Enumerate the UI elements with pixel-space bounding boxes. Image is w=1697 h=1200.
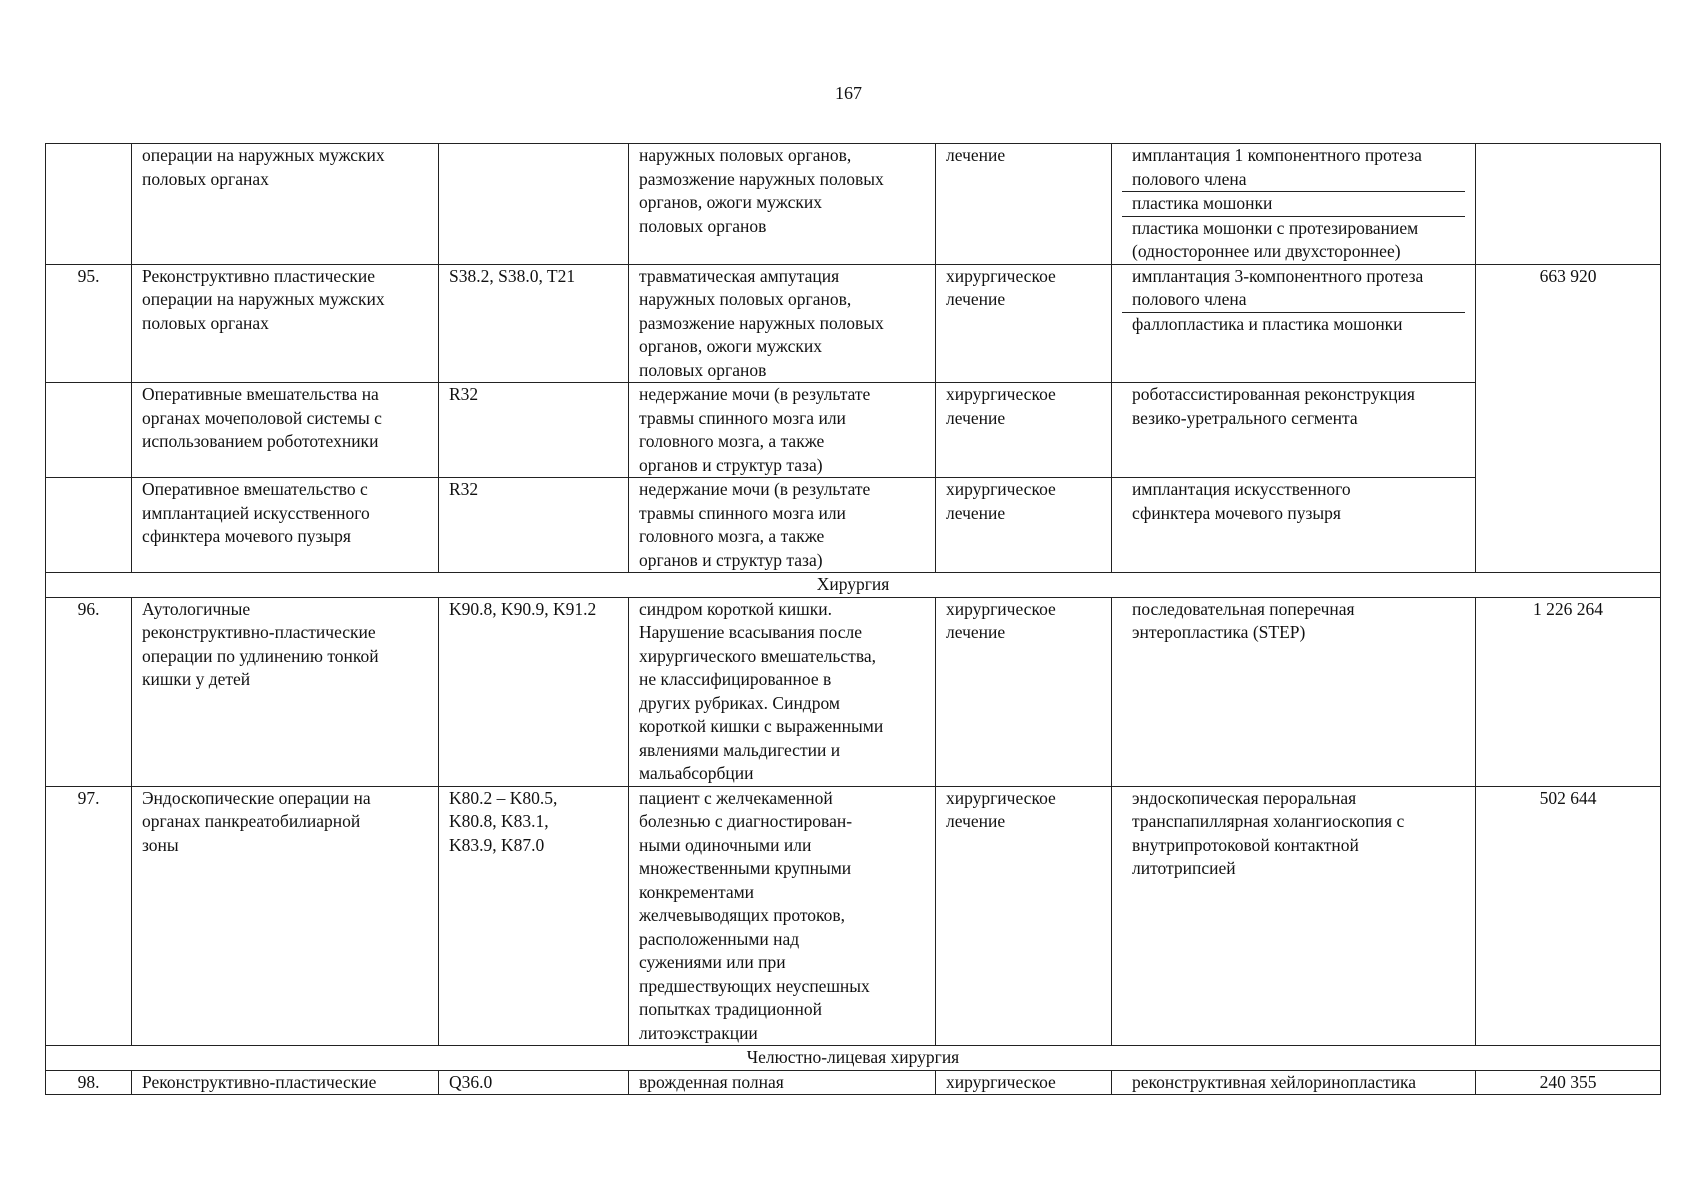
method-item	[1122, 313, 1465, 337]
price: 663 920	[1476, 264, 1661, 573]
cell-line: операции на наружных мужских	[142, 289, 385, 309]
cell-line: расположенными над	[639, 928, 800, 949]
cell-line: эндоскопическая пероральная	[1132, 787, 1357, 808]
cell-line: травматическая ампутация	[639, 265, 840, 286]
cell-line: конкрементами	[639, 881, 755, 902]
cell-line: органах мочеполовой системы с	[142, 407, 382, 428]
cell-line: пластика мошонки с протезированием	[1132, 217, 1419, 238]
cell-line: явлениями мальдигестии и	[639, 739, 841, 760]
row-number: 97.	[46, 786, 132, 1046]
section-title: Челюстно-лицевая хирургия	[46, 1046, 1661, 1071]
cell-line: хирургическое	[946, 479, 1056, 499]
diagnosis	[629, 144, 936, 265]
diagnosis	[629, 1070, 936, 1095]
treatment-type	[936, 1070, 1112, 1095]
cell-line: лечение	[946, 145, 1006, 165]
service-name	[132, 264, 439, 383]
diagnosis	[629, 264, 936, 383]
cell-line: лечение	[946, 289, 1006, 309]
cell-line: наружных половых органов,	[639, 145, 852, 165]
icd-codes	[439, 1070, 629, 1095]
row-number: 98.	[46, 1070, 132, 1095]
cell-line: Q36.0	[449, 1071, 493, 1092]
row-number	[46, 478, 132, 573]
cell-line: ными одиночными или	[639, 834, 812, 855]
cell-line: лечение	[946, 407, 1006, 428]
price: 502 644	[1476, 786, 1661, 1046]
row-number	[46, 144, 132, 265]
cell-line: реконструктивно-пластические	[142, 622, 376, 642]
price: 240 355	[1476, 1070, 1661, 1095]
section-title: Хирургия	[46, 573, 1661, 598]
cell-line: не классифицированное в	[639, 669, 832, 689]
method-item	[1122, 265, 1465, 313]
cell-line: везико-уретрального сегмента	[1132, 407, 1358, 428]
cell-line: недержание мочи (в результате	[639, 479, 871, 499]
cell-line: органов, ожоги мужских	[639, 192, 822, 212]
cell-line: энтеропластика (STEP)	[1132, 622, 1306, 642]
method-item	[1122, 383, 1465, 430]
cell-line: пациент с желчекаменной	[639, 787, 833, 808]
cell-line: полового члена	[1132, 168, 1247, 189]
cell-line: врожденная полная	[639, 1071, 784, 1092]
method-item	[1122, 478, 1465, 525]
cell-line: наружных половых органов,	[639, 289, 852, 309]
cell-line: Эндоскопические операции на	[142, 787, 371, 808]
cell-line: Оперативные вмешательства на	[142, 384, 379, 404]
treatment-type	[936, 786, 1112, 1046]
treatment-methods	[1112, 264, 1476, 383]
cell-line: органов, ожоги мужских	[639, 336, 822, 356]
cell-line: полового члена	[1132, 289, 1247, 309]
icd-codes	[439, 264, 629, 383]
treatment-type	[936, 144, 1112, 265]
cell-line: болезнью с диагностирован-	[639, 811, 853, 831]
table-row	[46, 264, 1661, 383]
treatment-methods	[1112, 383, 1476, 478]
cell-line: хирургическое	[946, 384, 1056, 404]
cell-line: литотрипсией	[1132, 858, 1236, 878]
cell-line: операции на наружных мужских	[142, 145, 385, 165]
cell-line: имплантация 1 компонентного протеза	[1132, 145, 1422, 165]
service-name	[132, 478, 439, 573]
cell-line: половых органах	[142, 168, 269, 189]
treatment-methods	[1112, 478, 1476, 573]
treatment-type	[936, 383, 1112, 478]
method-item	[1122, 1071, 1465, 1095]
cell-line: других рубриках. Синдром	[639, 692, 840, 713]
cell-line: операции по удлинению тонкой	[142, 645, 379, 666]
service-name	[132, 144, 439, 265]
icd-codes	[439, 478, 629, 573]
treatment-type	[936, 597, 1112, 786]
cell-line: хирургическое	[946, 598, 1056, 619]
cell-line: Реконструктивно-пластические	[142, 1071, 377, 1092]
cell-line: Аутологичные	[142, 598, 251, 619]
cell-line: хирургического вмешательства,	[639, 645, 876, 666]
treatment-methods	[1112, 1070, 1476, 1095]
cell-line: K80.8, K83.1,	[449, 811, 549, 831]
cell-line: Оперативное вмешательство с	[142, 479, 368, 499]
method-item	[1122, 192, 1465, 217]
cell-line: половых органах	[142, 312, 269, 333]
cell-line: последовательная поперечная	[1132, 598, 1355, 619]
icd-codes	[439, 597, 629, 786]
icd-codes	[439, 383, 629, 478]
cell-line: литоэкстракции	[639, 1022, 758, 1043]
diagnosis	[629, 786, 936, 1046]
cell-line: головного мозга, а также	[639, 526, 825, 546]
cell-line: имплантация искусственного	[1132, 479, 1351, 499]
cell-line: внутрипротоковой контактной	[1132, 834, 1359, 855]
cell-line: использованием робототехники	[142, 431, 379, 451]
treatment-methods	[1112, 786, 1476, 1046]
cell-line: фаллопластика и пластика мошонки	[1132, 313, 1403, 334]
cell-line: сфинктера мочевого пузыря	[1132, 502, 1341, 523]
cell-line: размозжение наружных половых	[639, 168, 884, 189]
cell-line: сфинктера мочевого пузыря	[142, 526, 351, 546]
table-row	[46, 144, 1661, 265]
service-name	[132, 786, 439, 1046]
price: 1 226 264	[1476, 597, 1661, 786]
price	[1476, 144, 1661, 265]
service-name	[132, 1070, 439, 1095]
cell-line: пластика мошонки	[1132, 193, 1273, 213]
cell-line: R32	[449, 479, 479, 499]
row-number	[46, 383, 132, 478]
cell-line: K80.2 – K80.5,	[449, 787, 558, 808]
cell-line: реконструктивная хейлоринопластика	[1132, 1071, 1417, 1092]
method-item	[1122, 144, 1465, 192]
treatment-methods	[1112, 144, 1476, 265]
medical-services-table	[45, 143, 1661, 1095]
service-name	[132, 597, 439, 786]
table-row	[46, 597, 1661, 786]
cell-line: зоны	[142, 834, 179, 855]
service-name	[132, 383, 439, 478]
cell-line: мальабсорбции	[639, 763, 754, 783]
diagnosis	[629, 597, 936, 786]
cell-line: множественными крупными	[639, 858, 852, 878]
cell-line: хирургическое	[946, 787, 1056, 808]
treatment-methods	[1112, 597, 1476, 786]
icd-codes	[439, 144, 629, 265]
cell-line: органов и структур таза)	[639, 454, 823, 475]
treatment-type	[936, 478, 1112, 573]
table-row	[46, 478, 1661, 573]
cell-line: Реконструктивно пластические	[142, 265, 375, 286]
cell-line: роботассистированная реконструкция	[1132, 384, 1415, 404]
icd-codes	[439, 786, 629, 1046]
cell-line: лечение	[946, 811, 1006, 831]
cell-line: размозжение наружных половых	[639, 312, 884, 333]
cell-line: (одностороннее или двухстороннее)	[1132, 241, 1401, 261]
table-row	[46, 786, 1661, 1046]
cell-line: синдром короткой кишки.	[639, 598, 832, 619]
section-row	[46, 573, 1661, 598]
cell-line: недержание мочи (в результате	[639, 384, 871, 404]
cell-line: желчевыводящих протоков,	[639, 905, 846, 925]
cell-line: сужениями или при	[639, 952, 786, 972]
cell-line: головного мозга, а также	[639, 431, 825, 451]
cell-line: органах панкреатобилиарной	[142, 811, 361, 831]
cell-line: хирургическое	[946, 1071, 1056, 1092]
table-row	[46, 383, 1661, 478]
method-item	[1122, 787, 1465, 881]
row-number: 95.	[46, 264, 132, 383]
cell-line: попытках традиционной	[639, 999, 822, 1019]
method-item	[1122, 217, 1465, 264]
cell-line: травмы спинного мозга или	[639, 502, 846, 523]
cell-line: лечение	[946, 502, 1006, 523]
cell-line: K83.9, K87.0	[449, 834, 545, 855]
cell-line: Нарушение всасывания после	[639, 622, 862, 642]
table-row	[46, 1070, 1661, 1095]
cell-line: имплантацией искусственного	[142, 502, 370, 523]
cell-line: K90.8, K90.9, K91.2	[449, 598, 597, 619]
cell-line: хирургическое	[946, 265, 1056, 286]
cell-line: R32	[449, 384, 479, 404]
cell-line: лечение	[946, 622, 1006, 642]
diagnosis	[629, 478, 936, 573]
row-number: 96.	[46, 597, 132, 786]
cell-line: кишки у детей	[142, 669, 251, 689]
cell-line: транспапиллярная холангиоскопия с	[1132, 811, 1405, 831]
cell-line: предшествующих неуспешных	[639, 975, 870, 996]
cell-line: S38.2, S38.0, T21	[449, 265, 576, 286]
cell-line: органов и структур таза)	[639, 549, 823, 570]
treatment-type	[936, 264, 1112, 383]
diagnosis	[629, 383, 936, 478]
cell-line: половых органов	[639, 359, 767, 380]
page-number: 167	[835, 83, 862, 103]
section-row	[46, 1046, 1661, 1071]
cell-line: имплантация 3-компонентного протеза	[1132, 265, 1424, 286]
cell-line: половых органов	[639, 215, 767, 236]
cell-line: короткой кишки с выраженными	[639, 716, 884, 736]
method-item	[1122, 598, 1465, 645]
cell-line: травмы спинного мозга или	[639, 407, 846, 428]
